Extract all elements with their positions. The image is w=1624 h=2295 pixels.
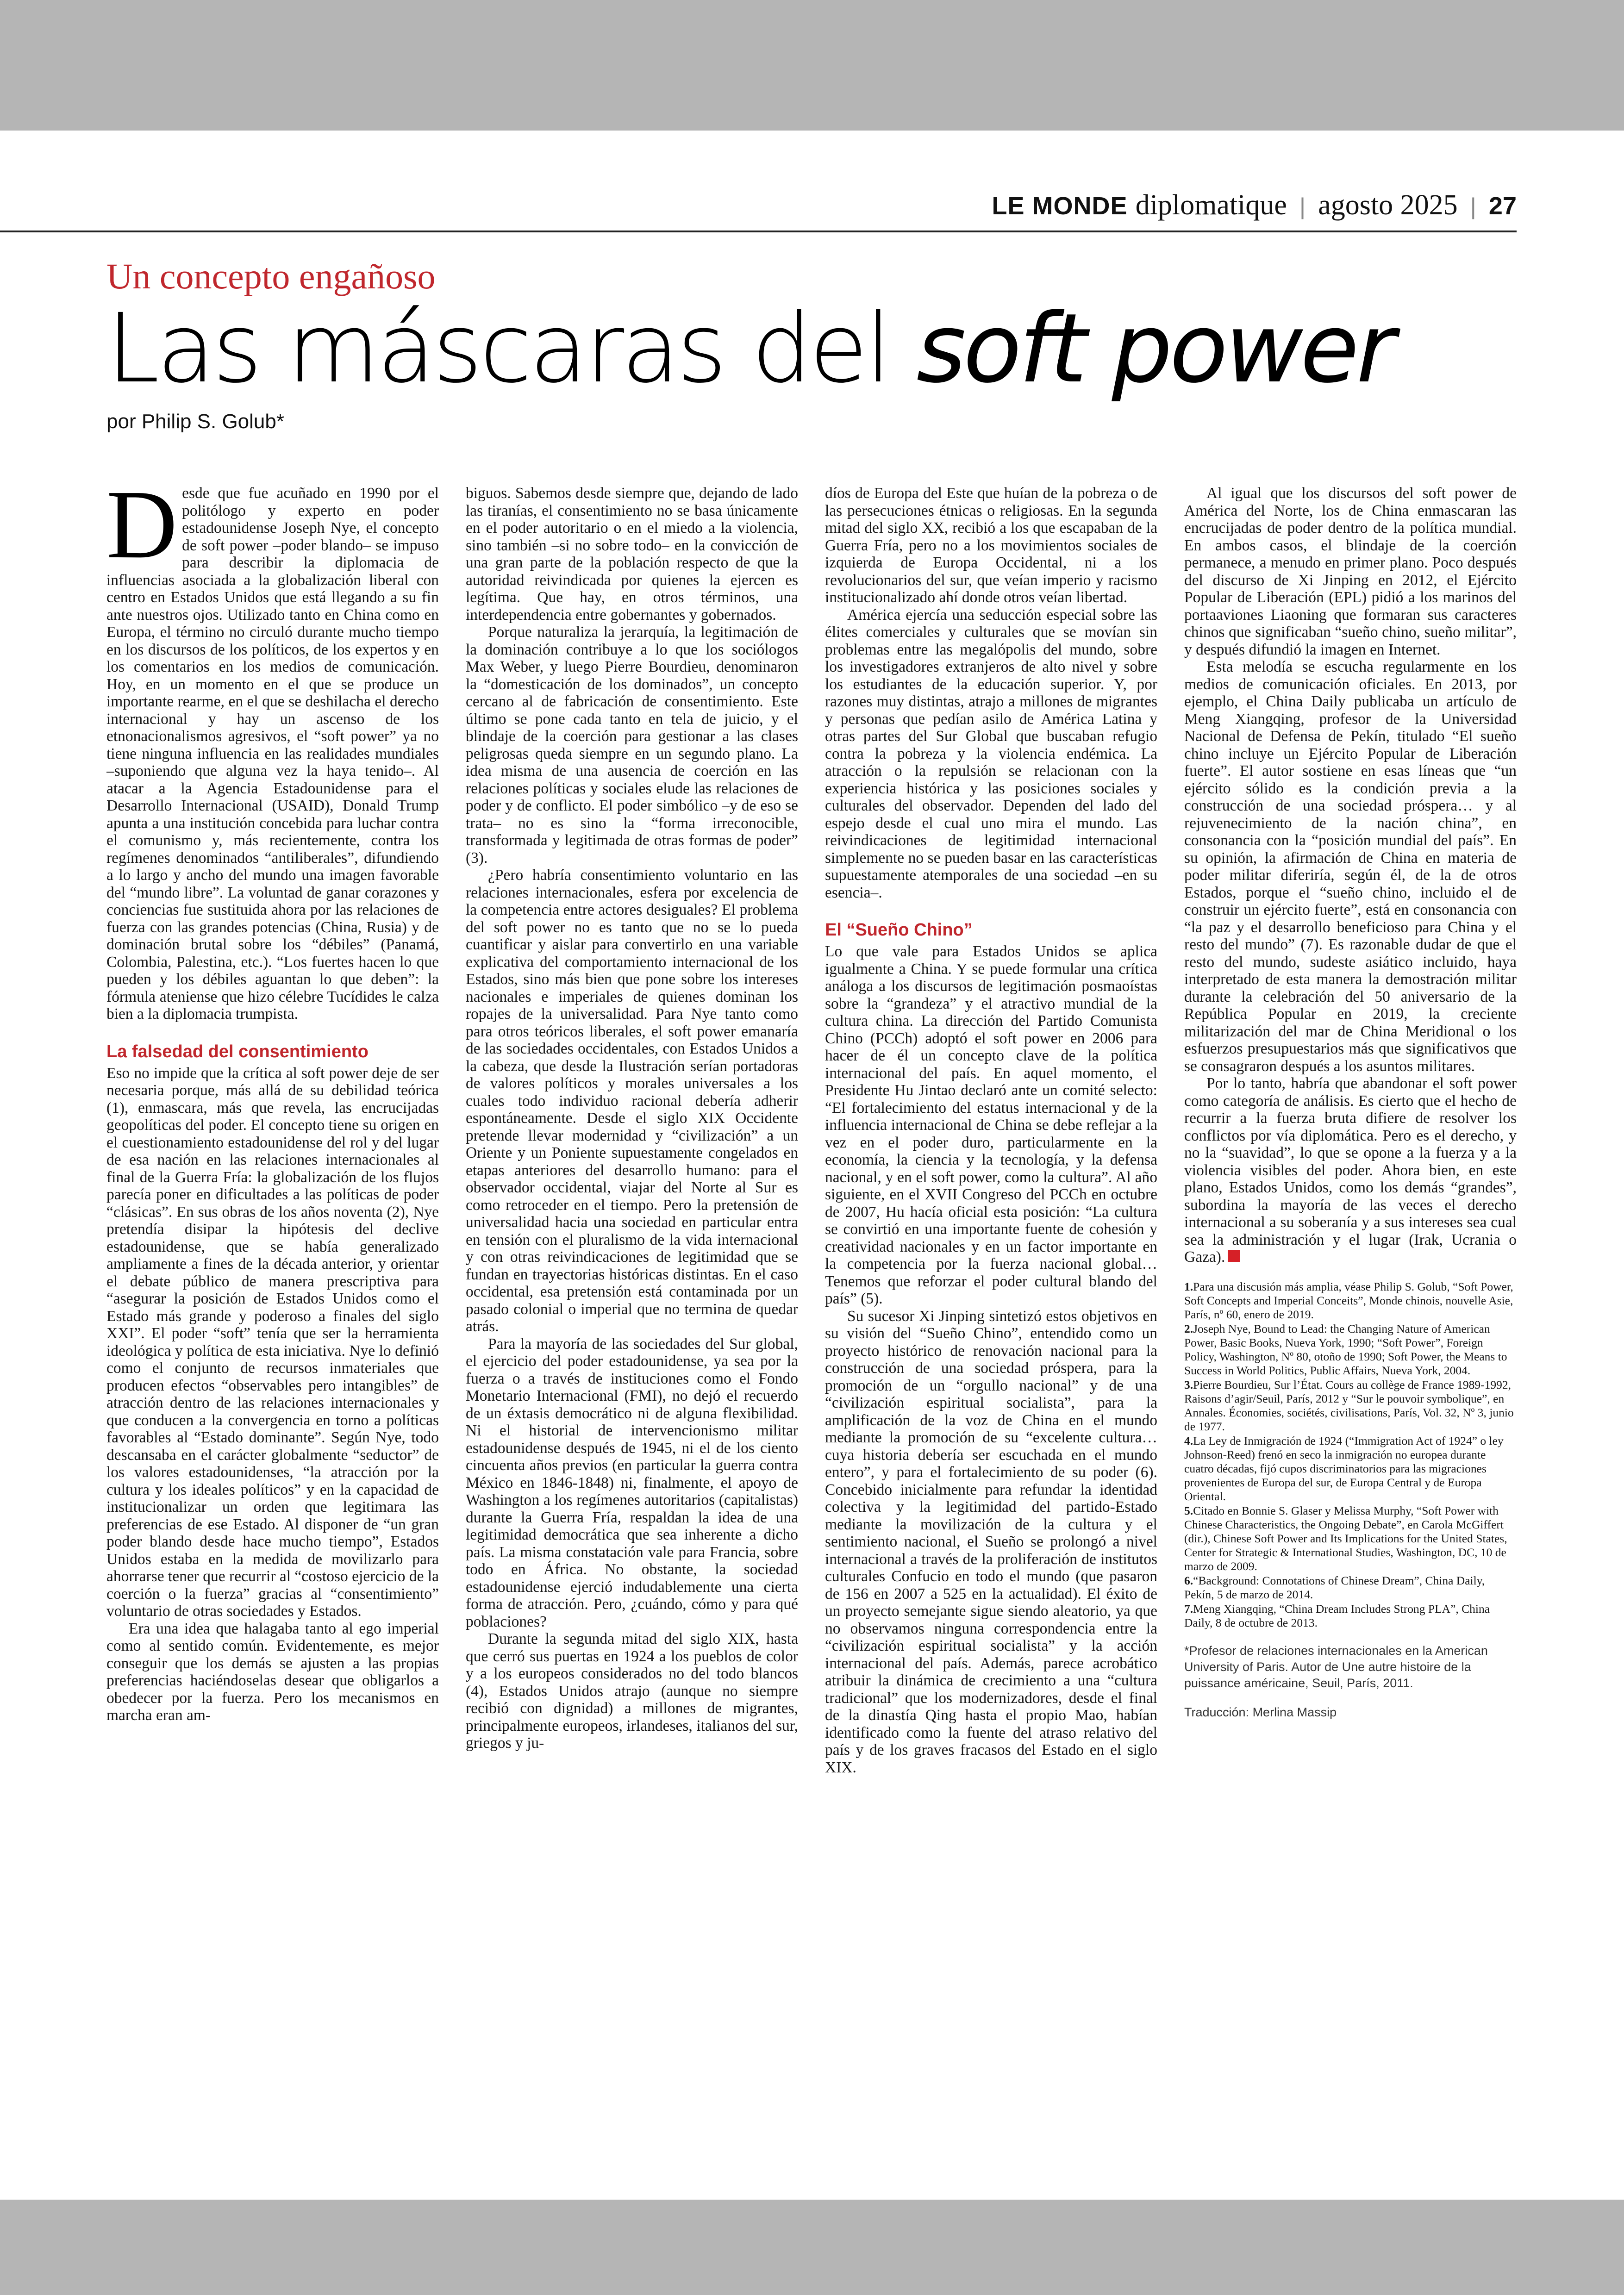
- footnote-number: 6.: [1184, 1573, 1193, 1587]
- footnote: [1184, 1574, 1517, 1602]
- header-rule: [0, 231, 1517, 232]
- section-subhead: El “Sueño Chino”: [825, 920, 973, 940]
- article-paragraph: Al igual que los discursos del soft power de América del Norte, los de China enmascaran las encrucijadas de poder dentro de la política mundial. En ambos casos, el blindaje de la coerción permanece, a menudo en primer plano. Poco después del discurso de Xi Jinping en 2012, el Ejército Popular de Liberación (EPL) pidió a los marinos del portaaviones Liaoning que formaran sus caracteres chinos que significaban “sueño chino, sueño militar”, y después difundió la imagen en Internet.: [1184, 485, 1517, 658]
- page-header: [106, 189, 1517, 221]
- footnote-number: 7.: [1184, 1602, 1193, 1615]
- footnote-number: 3.: [1184, 1378, 1193, 1391]
- footnote: [1184, 1322, 1517, 1378]
- article-paragraph: América ejercía una seducción especial sobre las élites comerciales y culturales que se movían sin problemas entre las megalópolis del mundo, sobre los investigadores extranjeros de alto nivel y sobre los estudiantes de la educación superior. Y, por razones muy distintas, atrajo a millones de migrantes y personas que pedían asilo de América Latina y otras partes del Sur Global que buscaban refugio contra la pobreza y la violencia endémica. La atracción o la repulsión se relacionan con la experiencia histórica y las posiciones sociales y culturales del observador. Dependen del lado del espejo desde el cual uno mira el mundo. Las reivindicaciones de legitimidad internacional simplemente no se pueden basar en las características supuestamente atemporales de una sociedad –en su esencia–.: [825, 606, 1157, 901]
- text-column-1: [106, 485, 439, 2188]
- footnote-number: 5.: [1184, 1503, 1193, 1517]
- article-paragraph: Esta melodía se escucha regularmente en los medios de comunicación oficiales. En 2013, por ejemplo, el China Daily publicaba un artículo de Meng Xiangqing, profesor de la Universidad Nacional de Defensa de Pekín, titulado “El sueño chino incluye un Ejército Popular de Liberación fuerte”. El autor sostiene en esas líneas que “un ejército sólido es la condición previa a la construcción de una sociedad próspera… y al rejuvenecimiento de la nación china”, en consonancia con la “posición mundial del país”. En su opinión, la afirmación de China en materia de poder militar diferiría, según él, de la de otros Estados, porque el “sueño chino, incluido el de construir un ejército fuerte”, está en consonancia con “la paz y el desarrollo beneficioso para China y el resto del mundo” (7). Es razonable dudar de que el resto del mundo, sudeste asiático incluido, haya interpretado de esta manera la demostración militar durante la celebración del 50 aniversario de la República Popular en 2019, la creciente militarización del mar de China Meridional o los esfuerzos presupuestarios más que significativos que se consagraron después a los asuntos militares.: [1184, 658, 1517, 1075]
- drop-cap: D: [106, 485, 178, 579]
- article-byline: por Philip S. Golub*: [106, 410, 284, 433]
- article-kicker: Un concepto engañoso: [106, 256, 436, 296]
- author-note: *Profesor de relaciones internacionales en la American University of Paris. Autor de Une autre histoire de la puissance américaine, Seuil, París, 2011.: [1184, 1643, 1488, 1690]
- masthead-brand: LE MONDE: [992, 192, 1128, 220]
- article-paragraph: Era una idea que halagaba tanto al ego imperial como al sentido común. Evidentemente, es mejor conseguir que los demás se ajusten a las propias preferencias haciéndoselas desear que obligarlos a obedecer por la fuerza. Pero los mecanismos en marcha eran am-: [106, 1620, 439, 1724]
- footnote: [1184, 1504, 1517, 1573]
- footnote-text: Para una discusión más amplia, véase Philip S. Golub, “Soft Power, Soft Concepts and Imperial Conceits”, Monde chinois, nouvelle Asie, París, nº 60, enero de 2019.: [1184, 1279, 1513, 1321]
- article-paragraph: Lo que vale para Estados Unidos se aplica igualmente a China. Y se puede formular una crítica análoga a los discursos de legitimación posmaoístas sobre la “grandeza” y el atractivo mundial de la cultura china. La dirección del Partido Comunista Chino (PCCh) adoptó el soft power en 2006 para hacer de él un concepto clave de la política internacional del país. En aquel momento, el Presidente Hu Jintao declaró ante un comité selecto: “El fortalecimiento del estatus internacional y de la influencia internacional de China se debe reflejar a la vez en el poder duro, particularmente en la economía, la ciencia y la tecnología, y la defensa nacional, y en el soft power, como la cultura”. Al año siguiente, en el XVII Congreso del PCCh en octubre de 2007, Hu hacía oficial esta posición: “La cultura se convirtió en una importante fuente de cohesión y creatividad nacionales y en un factor importante en la competencia por la fuerza nacional global… Tenemos que reforzar el poder cultural blando del país” (5).: [825, 943, 1157, 1307]
- title-main: Las máscaras del: [106, 293, 917, 404]
- footnote-text: Meng Xiangqing, “China Dream Includes Strong PLA”, China Daily, 8 de octubre de 2013.: [1184, 1602, 1490, 1629]
- text-column-2: [466, 485, 798, 2188]
- article-paragraph: Por lo tanto, habría que abandonar el soft power como categoría de análisis. Es cierto que el hecho de recurrir a la fuerza bruta difiere de resolver los conflictos por vía diplomática. Pero es el derecho, y no la “suavidad”, lo que se opone a la fuerza y a la violencia visibles del poder. Ahora bien, en este plano, Estados Unidos, como los demás “grandes”, subordina la mayoría de las veces el derecho internacional a su soberanía y a sus intereses sea cual sea la administración y el lugar (Irak, Ucrania o Gaza).: [1184, 1075, 1517, 1266]
- article-paragraph: Para la mayoría de las sociedades del Sur global, el ejercicio del poder estadounidense, ya sea por la fuerza o a través de instituciones como el Fondo Monetario Internacional (FMI), no dejó el recuerdo de un éxtasis democrático ni de alguna flexibilidad. Ni el historial de intervencionismo militar estadounidense después de 1945, ni el de los ciento cincuenta años previos (en particular la guerra contra México en 1846-1848) ni, finalmente, el apoyo de Washington a los regímenes autoritarios (capitalistas) durante la Guerra Fría, respaldan la idea de una legitimidad democrática que sea inherente a dicho país. La misma constatación vale para Francia, sobre todo en África. No obstante, la sociedad estadounidense ejerció indudablemente una cierta forma de atracción. Pero, ¿cuándo, cómo y para qué poblaciones?: [466, 1335, 798, 1630]
- article-paragraph: Durante la segunda mitad del siglo XIX, hasta que cerró sus puertas en 1924 a los pueblos de color y a los europeos considerados no del todo blancos (4), Estados Unidos atrajo (aunque no siempre recibió con dignidad) a millones de migrantes, principalmente europeos, irlandeses, italianos del sur, griegos y ju-: [466, 1630, 798, 1752]
- newspaper-page: [0, 131, 1624, 2200]
- article-paragraph: Su sucesor Xi Jinping sintetizó estos objetivos en su visión del “Sueño Chino”, entendido como un proyecto histórico de renovación nacional para la construcción de una sociedad próspera, para la promoción de un “orgullo nacional” y de una “civilización espiritual socialista”, para la amplificación de la voz de China en el mundo mediante la promoción de su “excelente cultura… cuya historia debería ser escuchada en el mundo entero”, y para el fortalecimiento de su poder (6). Concebido inicialmente para refundar la identidad colectiva y la legitimidad del partido-Estado mediante la movilización de la cultura y el sentimiento nacional, el Sueño se prolongó a nivel internacional a través de la proliferación de institutos culturales Confucio en todo el mundo (que pasaron de 156 en 2007 a 525 en la actualidad). El éxito de un proyecto semejante sigue siendo aleatorio, ya que no observamos ninguna correspondencia entre la “civilización espiritual socialista” y la acción internacional del país. Además, parece acrobático atribuir la dinámica de crecimiento a una “cultura tradicional” que los modernizadores, desde el final de la dinastía Qing hasta el propio Mao, habían identificado como la fuente del atraso relativo del país y de los graves fracasos del Estado en el siglo XIX.: [825, 1307, 1157, 1776]
- footnote: [1184, 1280, 1517, 1322]
- footnote: [1184, 1602, 1517, 1630]
- article-paragraph: Eso no impide que la crítica al soft power deje de ser necesaria porque, más allá de su debilidad teórica (1), enmascara, más que revela, las encrucijadas geopolíticas del poder. El concepto tiene su origen en el cuestionamiento estadounidense del rol y del lugar de esa nación en las relaciones internacionales al final de la Guerra Fría: la globalización de los flujos parecía poner en dificultades a las políticas de poder “clásicas”. En sus obras de los años noventa (2), Nye pretendía disipar la hipótesis del declive estadounidense, que se había generalizado ampliamente a fines de la década anterior, y orientar el debate público de manera prescriptiva para “asegurar la posición de Estados Unidos como el Estado más grande y poderoso a finales del siglo XXI”. El poder “soft” tenía que ser la herramienta ideológica y política de esta iniciativa. Nye lo definió como el conjunto de recursos inmateriales que producen efectos “observables pero intangibles” de atracción dentro de las relaciones internacionales y que conducen a la convergencia en torno a políticas favorables al “Estado dominante”. Según Nye, todo descansaba en el carácter globalmente “seductor” de los valores estadounidenses, “la atracción por la cultura y los ideales políticos” y en la capacidad de institucionalizar un orden que legitimara las preferencias de ese Estado. Al disponer de “un gran poder blando desde hace mucho tiempo”, Estados Unidos estaba en la medida de movilizarlo para ahorrarse tener que recurrir al “costoso ejercicio de la coerción o la fuerza” gracias al “consentimiento” voluntario de otras sociedades y Estados.: [106, 1064, 439, 1620]
- article-paragraph: díos de Europa del Este que huían de la pobreza o de las persecuciones étnicas o religiosas. En la segunda mitad del siglo XX, recibió a los que escapaban de la Guerra Fría, pero no a los movimientos sociales de izquierda de Europa Occidental, ni a los revolucionarios del sur, que veían imperio y racismo institucionalizado ahí donde otros veían libertad.: [825, 485, 1157, 606]
- issue-date: agosto 2025: [1318, 189, 1458, 221]
- column-4-body: [1184, 485, 1517, 1266]
- end-of-article-mark: [1228, 1250, 1240, 1262]
- footnote-number: 4.: [1184, 1434, 1193, 1447]
- text-column-4: [1184, 485, 1517, 2188]
- article-paragraph: biguos. Sabemos desde siempre que, dejando de lado las tiranías, el consentimiento no se basa únicamente en el poder autoritario o en el miedo a la violencia, sino también –si no sobre todo– en la convicción de una gran parte de la población respecto de que la autoridad reivindicada por quienes la ejercen es legítima. Que hay, en otros términos, una interdependencia entre gobernantes y gobernados.: [466, 485, 798, 624]
- translation-credit: Traducción: Merlina Massip: [1184, 1705, 1337, 1719]
- article-paragraph: ¿Pero habría consentimiento voluntario en las relaciones internacionales, esfera por excelencia de la competencia entre actores desiguales? El problema del soft power no es tanto que no se lo pueda cuantificar y aislar para convertirlo en una variable explicativa del comportamiento internacional de los Estados, sino más bien que pone sobre los intereses nacionales e imperiales de quienes dominan los ropajes de la universalidad. Para Nye tanto como para otros teóricos liberales, el soft power emanaría de las sociedades occidentales, con Estados Unidos a la cabeza, que desde la Ilustración serían portadoras de valores políticos y morales universales a los cuales todo individuo racional debería adherir espontáneamente. Desde el siglo XIX Occidente pretende llevar modernidad y “civilización” a un Oriente y un Poniente supuestamente congelados en etapas anteriores del desarrollo humano: para el observador occidental, viajar del Norte al Sur es como retroceder en el tiempo. Pero la pretensión de universalidad hacia una sociedad en particular entra en tensión con el pluralismo de la vida internacional y con otras reivindicaciones de legitimidad que se fundan en trayectorias históricas distintas. En el caso occidental, esa pretensión está contaminada por un pasado colonial o imperial que no termina de quedar atrás.: [466, 867, 798, 1335]
- footnote-number: 1.: [1184, 1279, 1193, 1293]
- footnote-number: 2.: [1184, 1322, 1193, 1335]
- header-separator: |: [1470, 193, 1476, 219]
- footnote-text: “Background: Connotations of Chinese Dream”, China Daily, Pekín, 5 de marzo de 2014.: [1184, 1573, 1485, 1601]
- lead-text: esde que fue acuñado en 1990 por el politólogo y experto en poder estadounidense Joseph Nye, el concepto de soft power –poder blando– se impuso para describir la diplomacia de influencias asociada a la globalización liberal con centro en Estados Unidos que está llegando a su fin ante nuestros ojos. Utilizado tanto en China como en Europa, el término no circuló durante mucho tiempo en los discursos de los políticos, de los expertos y en los comentarios en los medios de comunicación. Hoy, en un momento en el que se produce un importante rearme, en el que se deshilacha el derecho internacional y hay un ascenso de los etnonacionalismos agresivos, el “soft power” ya no tiene ninguna influencia en las realidades mundiales –suponiendo que alguna vez la haya tenido–. Al atacar a la Agencia Estadounidense para el Desarrollo Internacional (USAID), Donald Trump apunta a una institución concebida para luchar contra el comunismo y, más recientemente, contra los regímenes denominados “antiliberales”, difundiendo a lo largo y ancho del mundo una imagen favorable del “mundo libre”. La voluntad de ganar corazones y conciencias fue sustituida ahora por las relaciones de fuerza con las grandes potencias (China, Rusia) y de dominación brutal sobre los “débiles” (Panamá, Colombia, Palestina, etc.). “Los fuertes hacen lo que pueden y los débiles aguantan lo que deben”: la fórmula ateniense que hizo célebre Tucídides le calza bien a la diplomacia trumpista.: [106, 485, 439, 1023]
- footnotes: [1184, 1280, 1517, 1630]
- footnote-text: La Ley de Inmigración de 1924 (“Immigration Act of 1924” o ley Johnson-Reed) frenó en seco la inmigración no europea durante cuatro décadas, fijó cupos discriminatorios para las migraciones provenientes de Europa del sur, de Europa Central y de Europa Oriental.: [1184, 1434, 1504, 1503]
- footnote: [1184, 1378, 1517, 1434]
- masthead-subbrand: diplomatique: [1135, 189, 1287, 221]
- article-paragraph: Porque naturaliza la jerarquía, la legitimación de la dominación contribuye a lo que los sociólogos Max Weber, y luego Pierre Bourdieu, denominaron la “domesticación de los dominados”, un concepto cercano al de fabricación de consentimiento. Este último se pone cada tanto en tela de juicio, y el blindaje de la coerción para gestionar a las clases peligrosas queda siempre en un segundo plano. La idea misma de una ausencia de coerción en las relaciones políticas y sociales elude las relaciones de poder y de conflicto. El poder simbólico –y de eso se trata– no es sino la “forma irreconocible, transformada y legitimada de otras formas de poder” (3).: [466, 624, 798, 867]
- footnote-text: Pierre Bourdieu, Sur l’État. Cours au collège de France 1989-1992, Raisons d’agir/Seuil, París, 2012 y “Sur le pouvoir symbolique”, en Annales. Économies, sociétés, civilisations, París, Vol. 32, Nº 3, junio de 1977.: [1184, 1378, 1514, 1433]
- page-number: 27: [1488, 192, 1517, 220]
- header-separator: |: [1299, 193, 1306, 219]
- footnote: [1184, 1434, 1517, 1503]
- title-italic: soft power: [916, 293, 1393, 404]
- article-title: [106, 293, 1393, 404]
- section-subhead: La falsedad del consentimiento: [106, 1041, 369, 1061]
- text-column-3: [825, 485, 1157, 2188]
- footnote-text: Citado en Bonnie S. Glaser y Melissa Murphy, “Soft Power with Chinese Characteristics, the Ongoing Debate”, en Carola McGiffert (dir.), Chinese Soft Power and Its Implications for the United States, Center for Strategic & International Studies, Washington, DC, 10 de marzo de 2009.: [1184, 1503, 1507, 1573]
- article-paragraph: [106, 485, 439, 1023]
- footnote-text: Joseph Nye, Bound to Lead: the Changing Nature of American Power, Basic Books, Nueva York, 1990; “Soft Power”, Foreign Policy, Washington, Nº 80, otoño de 1990; Soft Power, the Means to Success in World Politics, Public Affairs, Nueva York, 2004.: [1184, 1322, 1507, 1377]
